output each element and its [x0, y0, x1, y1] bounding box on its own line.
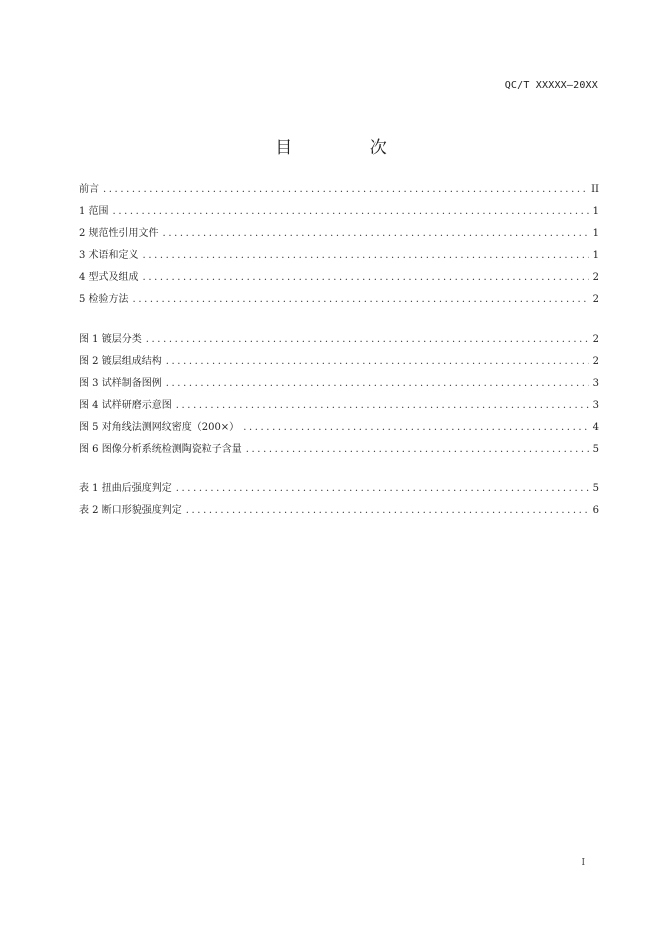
toc-entry-test-methods[interactable] [79, 290, 599, 312]
toc-entry-label: 1 范围 [79, 206, 109, 217]
toc-leader [163, 228, 589, 239]
toc-entry-page: 5 [592, 483, 599, 494]
toc-entry-page: 4 [592, 422, 599, 433]
toc-entry-page: 6 [592, 505, 599, 516]
toc-leader [143, 250, 589, 261]
toc-entry-label: 5 检验方法 [79, 294, 129, 305]
toc-leader [166, 356, 589, 367]
toc-entry-label: 图 5 对角线法测网纹密度（200×） [79, 422, 240, 433]
page-number: I [581, 858, 585, 868]
toc-entry-types[interactable] [79, 268, 599, 290]
toc-entry-figure-6[interactable] [79, 440, 599, 462]
toc-entry-foreword[interactable] [79, 180, 599, 202]
toc-leader [176, 483, 589, 494]
toc-entry-scope[interactable] [79, 202, 599, 224]
toc-entry-figure-5[interactable] [79, 418, 599, 440]
toc-entry-figure-4[interactable] [79, 396, 599, 418]
toc-entry-label: 图 4 试样研磨示意图 [79, 400, 172, 411]
toc-entry-label: 前言 [79, 184, 99, 195]
toc-entry-page: 1 [592, 250, 599, 261]
toc-leader [113, 206, 589, 217]
toc-entry-page: 1 [592, 228, 599, 239]
toc-figures-list [79, 330, 599, 462]
toc-leader [186, 505, 589, 516]
toc-leader [143, 272, 589, 283]
toc-entry-page: 3 [592, 378, 599, 389]
toc-leader [103, 184, 587, 195]
toc-entry-label: 3 术语和定义 [79, 250, 139, 261]
toc-entry-page: II [591, 184, 599, 195]
toc-entry-page: 1 [592, 206, 599, 217]
toc-entry-label: 表 2 断口形貌强度判定 [79, 505, 182, 516]
toc-entry-page: 2 [592, 334, 599, 345]
toc-entry-label: 图 1 镀层分类 [79, 334, 142, 345]
toc-leader [166, 378, 589, 389]
toc-entry-figure-2[interactable] [79, 352, 599, 374]
toc-leader [146, 334, 589, 345]
toc-entry-page: 2 [592, 356, 599, 367]
toc-entry-label: 2 规范性引用文件 [79, 228, 159, 239]
toc-entry-page: 2 [592, 294, 599, 305]
toc-main-list [79, 180, 599, 312]
toc-entry-label: 4 型式及组成 [79, 272, 139, 283]
document-code: QC/T XXXXX—20XX [504, 80, 598, 91]
toc-entry-label: 图 2 镀层组成结构 [79, 356, 162, 367]
toc-leader [133, 294, 589, 305]
toc-entry-page: 5 [592, 444, 599, 455]
toc-entry-table-1[interactable] [79, 479, 599, 501]
toc-title: 目 次 [275, 138, 423, 158]
toc-entry-label: 表 1 扭曲后强度判定 [79, 483, 172, 494]
toc-leader [246, 444, 589, 455]
toc-entry-figure-3[interactable] [79, 374, 599, 396]
toc-entry-label: 图 3 试样制备图例 [79, 378, 162, 389]
toc-entry-page: 2 [592, 272, 599, 283]
toc-entry-figure-1[interactable] [79, 330, 599, 352]
toc-entry-page: 3 [592, 400, 599, 411]
toc-leader [176, 400, 589, 411]
toc-tables-list [79, 479, 599, 523]
toc-leader [243, 422, 588, 433]
toc-entry-table-2[interactable] [79, 501, 599, 523]
toc-entry-terms[interactable] [79, 246, 599, 268]
toc-entry-label: 图 6 图像分析系统检测陶瓷粒子含量 [79, 444, 242, 455]
toc-entry-normative-references[interactable] [79, 224, 599, 246]
